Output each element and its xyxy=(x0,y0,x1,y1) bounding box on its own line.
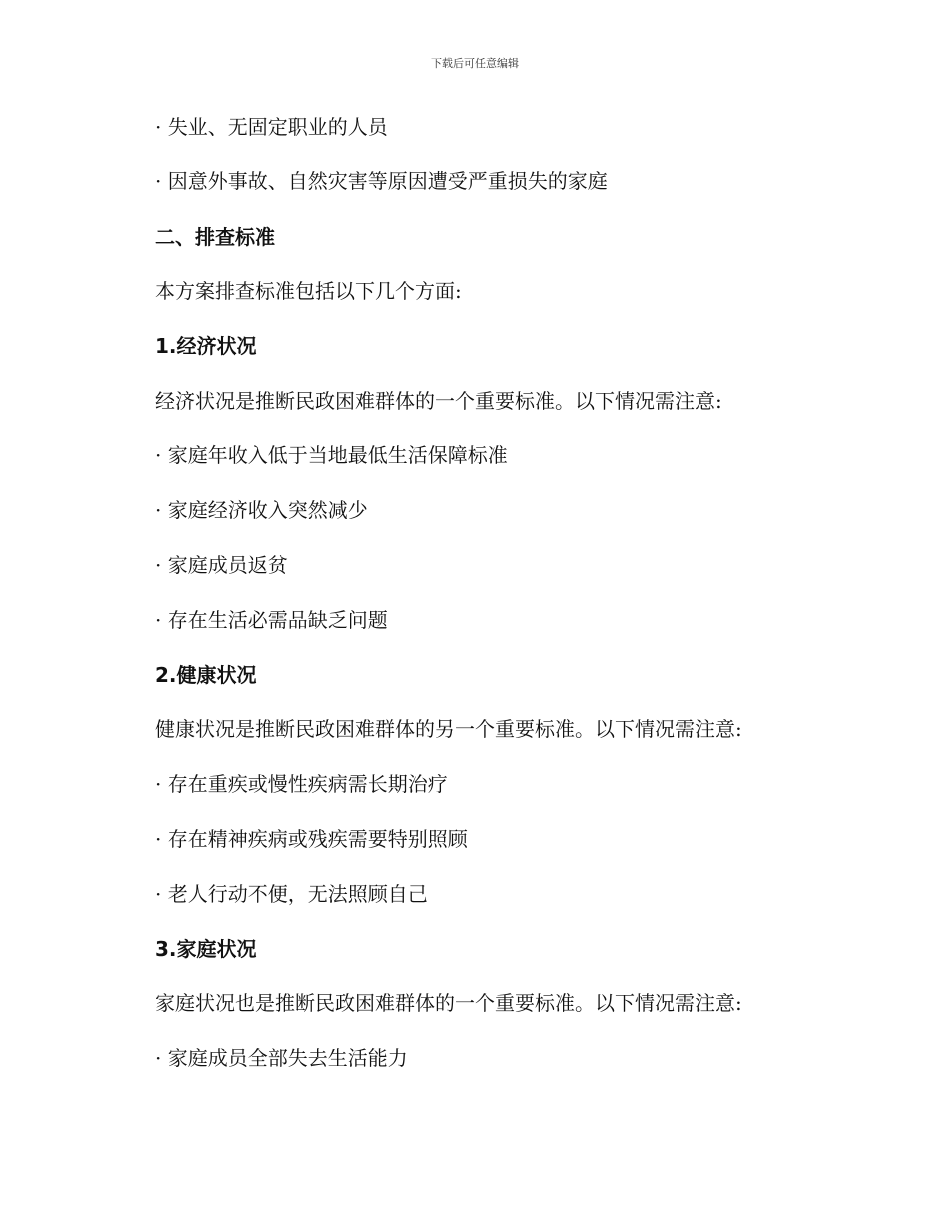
bullet-elderly-mobility: · 老人行动不便，无法照顾自己 xyxy=(155,882,428,906)
bullet-unemployed: · 失业、无固定职业的人员 xyxy=(155,115,388,139)
bullet-mental-disability: · 存在精神疾病或残疾需要特别照顾 xyxy=(155,827,468,851)
paragraph-economic: 经济状况是推断民政困难群体的一个重要标准。以下情况需注意: xyxy=(155,389,722,413)
paragraph-criteria-intro: 本方案排查标准包括以下几个方面: xyxy=(155,279,462,303)
bullet-lost-ability: · 家庭成员全部失去生活能力 xyxy=(155,1046,408,1070)
subheading-health: 2.健康状况 xyxy=(155,663,257,687)
bullet-income-drop: · 家庭经济收入突然减少 xyxy=(155,498,368,522)
header-note: 下载后可任意编辑 xyxy=(431,57,519,70)
subheading-economic: 1.经济状况 xyxy=(155,334,257,358)
bullet-chronic-illness: · 存在重疾或慢性疾病需长期治疗 xyxy=(155,772,448,796)
bullet-necessities-lack: · 存在生活必需品缺乏问题 xyxy=(155,608,388,632)
bullet-low-income: · 家庭年收入低于当地最低生活保障标准 xyxy=(155,443,508,467)
paragraph-family: 家庭状况也是推断民政困难群体的一个重要标准。以下情况需注意: xyxy=(155,991,742,1015)
paragraph-health: 健康状况是推断民政困难群体的另一个重要标准。以下情况需注意: xyxy=(155,717,742,741)
section-heading-criteria: 二、排查标准 xyxy=(155,225,275,249)
subheading-family: 3.家庭状况 xyxy=(155,937,257,961)
bullet-return-poverty: · 家庭成员返贫 xyxy=(155,553,288,577)
bullet-disaster-families: · 因意外事故、自然灾害等原因遭受严重损失的家庭 xyxy=(155,169,608,193)
